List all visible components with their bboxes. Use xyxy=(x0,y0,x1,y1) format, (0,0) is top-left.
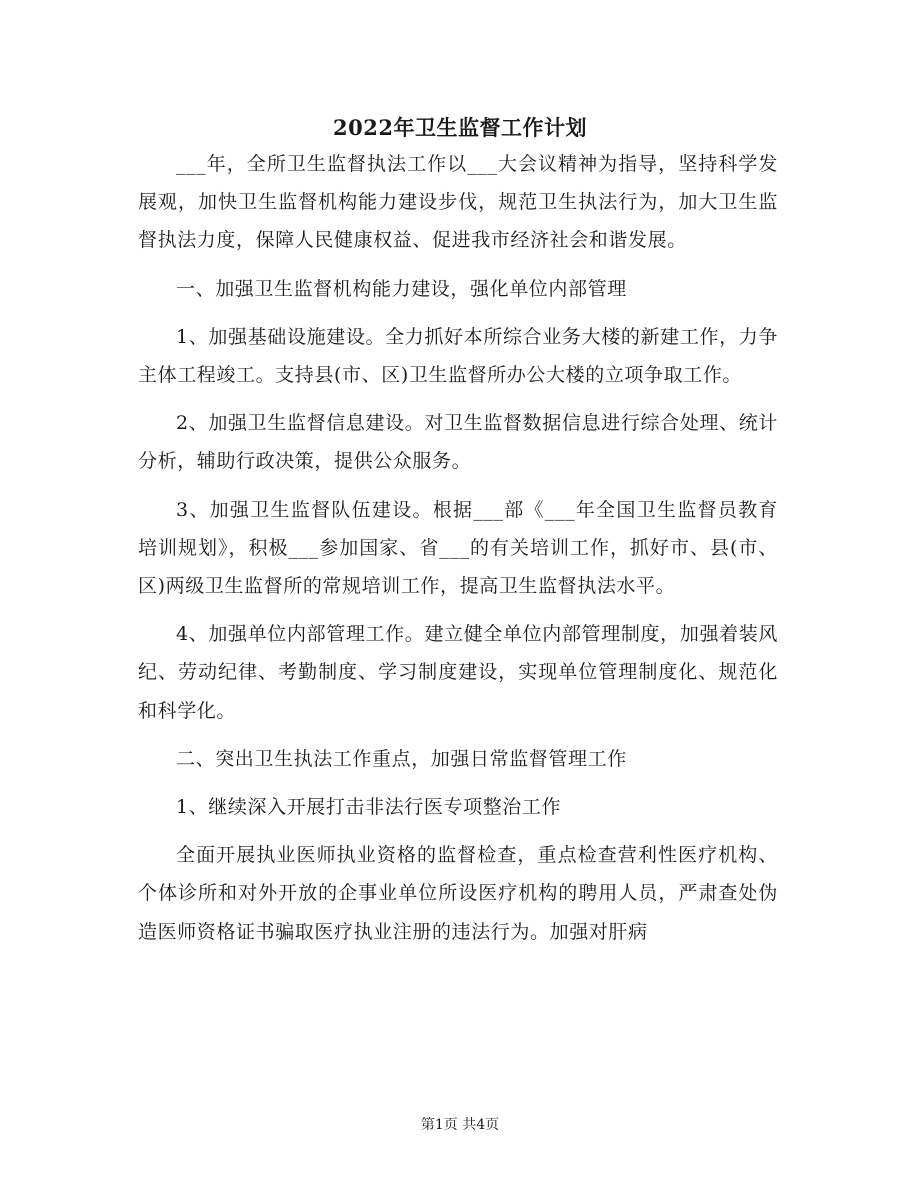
paragraph-intro: ___年，全所卫生监督执法工作以___大会议精神为指导，坚持科学发展观，加快卫生监督机构能力建设步伐，规范卫生执法行为，加大卫生监督执法力度，保障人民健康权益、促进我市经济社会和谐发展。 xyxy=(138,153,778,252)
paragraph-item-4: 4、加强单位内部管理工作。建立健全单位内部管理制度，加强着装风纪、劳动纪律、考勤制度、学习制度建设，实现单位管理制度化、规范化和科学化。 xyxy=(138,623,778,722)
paragraph-item-3: 3、加强卫生监督队伍建设。根据___部《___年全国卫生监督员教育培训规划》，积极___参加国家、省___的有关培训工作，抓好市、县(市、区)两级卫生监督所的常规培训工作，提高卫生监督执法水平。 xyxy=(138,498,778,598)
document-title: 2022年卫生监督工作计划 xyxy=(333,115,587,140)
section-heading-1: 一、加强卫生监督机构能力建设，强化单位内部管理 xyxy=(176,277,627,300)
paragraph-body: 全面开展执业医师执业资格的监督检查，重点检查营利性医疗机构、个体诊所和对外开放的企事业单位所设医疗机构的聘用人员，严肃查处伪造医师资格证书骗取医疗执业注册的违法行为。加强对肝病 xyxy=(138,844,778,943)
paragraph-item-1: 1、加强基础设施建设。全力抓好本所综合业务大楼的新建工作，力争主体工程竣工。支持县(市、区)卫生监督所办公大楼的立项争取工作。 xyxy=(138,325,778,387)
subsection-heading-1: 1、继续深入开展打击非法行医专项整治工作 xyxy=(176,796,562,819)
paragraph-item-2: 2、加强卫生监督信息建设。对卫生监督数据信息进行综合处理、统计分析，辅助行政决策，提供公众服务。 xyxy=(138,412,778,473)
page-number: 第1页 共4页 xyxy=(420,1117,500,1133)
section-heading-2: 二、突出卫生执法工作重点，加强日常监督管理工作 xyxy=(176,747,627,770)
document-body xyxy=(138,145,778,951)
